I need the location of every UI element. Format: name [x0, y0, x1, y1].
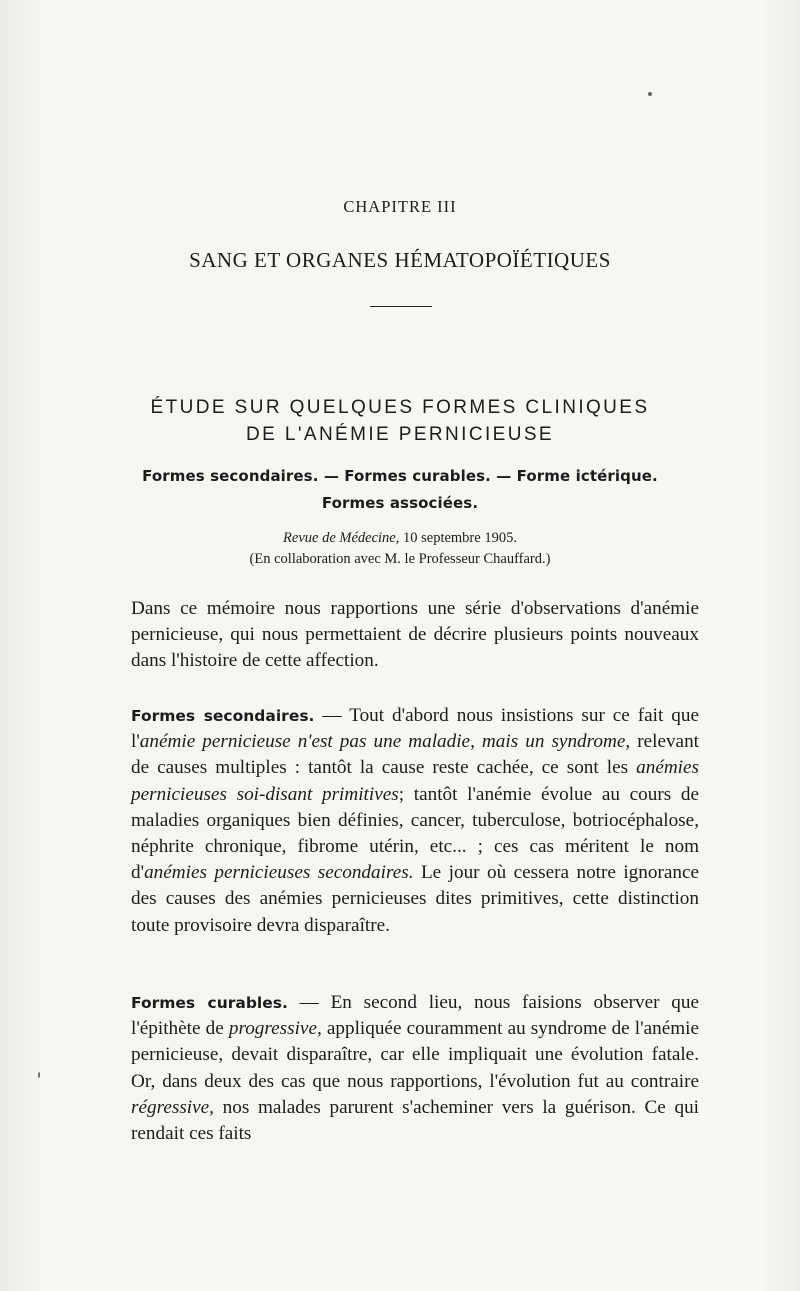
article-title-line1: ÉTUDE SUR QUELQUES FORMES CLINIQUES — [150, 397, 650, 418]
article-title-line2: DE L'ANÉMIE PERNICIEUSE — [246, 424, 554, 445]
italic-run: anémies pernicieuses secondaires. — [144, 862, 414, 884]
journal-name: Revue de Médecine, — [283, 530, 400, 546]
text-run: Le jour où cessera notre ignorance des causes des anémies pernicieuses dites primitives, cette distinction toute provisoire devra disparaître. — [131, 862, 699, 936]
print-speck — [38, 1072, 40, 1078]
curables-paragraph — [131, 990, 699, 1147]
section-title: SANG ET ORGANES HÉMATOPOÏÉTIQUES — [189, 248, 611, 272]
secondaires-paragraph — [131, 703, 699, 939]
chapter-heading: CHAPITRE III — [343, 197, 457, 216]
italic-run: progressive, — [228, 1018, 322, 1040]
italic-run: anémie pernicieuse n'est pas une maladie, — [139, 731, 475, 753]
text-run: relevant de causes multiples : tantôt la cause reste cachée, ce sont les — [131, 731, 699, 779]
italic-run: régressive, — [131, 1096, 214, 1118]
intro-paragraph — [131, 596, 699, 675]
publication-reference — [0, 530, 800, 547]
publication-date: 10 septembre 1905. — [399, 530, 517, 546]
intro-text: Dans ce mémoire nous rapportions une série d'observations d'anémie pernicieuse, qui nous permettaient de décrire plusieurs points nouveaux dans l'histoire de cette affection. — [131, 598, 699, 672]
article-subtitle-line1: Formes secondaires. — Formes curables. — Forme ictérique. — [142, 467, 658, 485]
text-run: ; tantôt l'anémie évolue au cours de maladies organiques bien définies, cancer, tuberculose, botriocéphalose, néphrite chronique, fibrome utérin, etc... ; ces cas méritent le nom d' — [131, 783, 700, 884]
collaboration-note: (En collaboration avec M. le Professeur Chauffard.) — [249, 551, 551, 567]
secondaires-lead: Formes secondaires. — [131, 707, 315, 725]
print-speck — [648, 92, 652, 96]
text-run: appliquée couramment au syndrome de l'anémie pernicieuse, devait disparaître, car elle impliquait une évolution fatale. Or, dans deux des cas que nous rapportions, l'évolution fut au contraire — [131, 1018, 699, 1092]
text-run: — Tout d'abord nous insistions sur ce fait que l' — [131, 705, 699, 753]
title-divider — [370, 306, 432, 307]
text-run: — En second lieu, nous faisions observer que l'épithète de — [131, 992, 699, 1040]
italic-run: mais un syndrome, — [474, 731, 631, 753]
curables-lead: Formes curables. — [131, 994, 288, 1012]
text-run: nos malades parurent s'acheminer vers la guérison. Ce qui rendait ces faits — [131, 1096, 699, 1145]
italic-run: anémies pernicieuses soi-disant primitives — [131, 757, 699, 805]
article-subtitle-line2: Formes associées. — [321, 494, 479, 512]
